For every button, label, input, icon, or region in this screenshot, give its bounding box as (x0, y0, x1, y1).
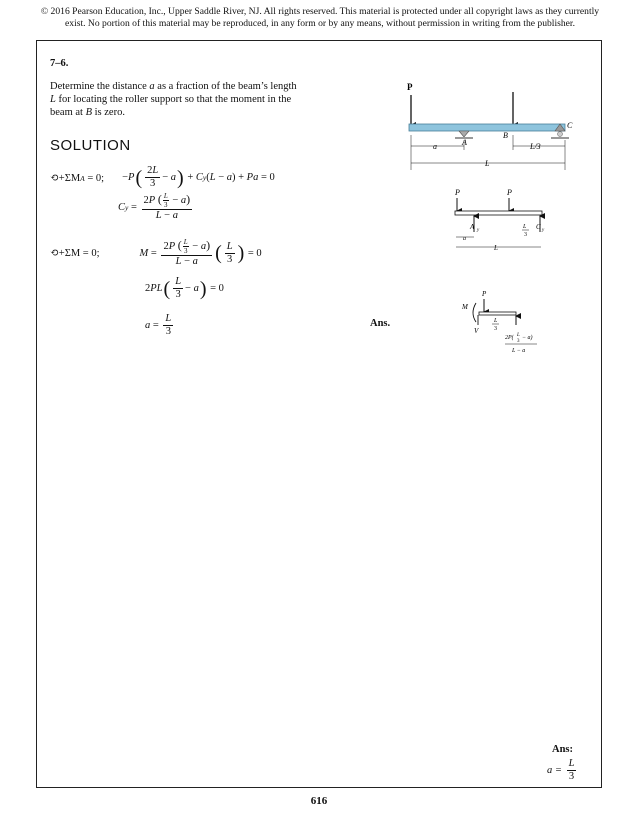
copyright-line-1: © 2016 Pearson Education, Inc., Upper Saddle River, NJ. All rights reserved. This material is protected under all copyright laws as they currently (40, 6, 600, 17)
free-body-diagram-section (461, 290, 537, 354)
equation-moment-b: ⟲+ΣM = 0; M = 2P ( $\frac{L}{3}$ − a) L − a ( $\frac{L}{3}$ ) = 0 (50, 237, 262, 267)
support-a (459, 131, 469, 137)
svg-text:a: a (463, 236, 466, 242)
svg-text:P: P (507, 188, 512, 197)
svg-text:L − a: L − a (512, 348, 526, 354)
solution-heading: SOLUTION (50, 137, 131, 154)
page-number: 616 (310, 795, 328, 807)
svg-text:L: L (523, 224, 527, 230)
svg-text:V: V (474, 327, 479, 335)
equation-simplified: 2PL ( $\frac{L}{3}$ − a ) = 0 (145, 276, 224, 300)
svg-text:L: L (494, 318, 498, 324)
label-c: C (567, 121, 573, 130)
final-answer-label: Ans: (552, 744, 574, 755)
equation-label: ⟲+ΣMA = 0; (50, 172, 105, 184)
free-body-diagram-beam (454, 188, 545, 252)
equation-label-2: ⟲+ΣM = 0; (50, 248, 100, 259)
svg-text:A: A (470, 223, 475, 231)
svg-text:2P(: 2P( (505, 335, 514, 341)
svg-text:− a): − a) (522, 335, 533, 341)
svg-text:P: P (455, 188, 460, 197)
equation-moment-a: ⟲+ΣMA = 0; −P ( $\frac{2L}{3}$ − a ) + Cy(L − a) + Pa = 0 (50, 165, 275, 189)
answer-label: Ans. (370, 318, 391, 329)
dim-a: a (433, 142, 437, 151)
label-b: B (503, 131, 508, 140)
load-p-label: P (407, 82, 413, 92)
svg-text:3: 3 (524, 232, 527, 238)
dim-l: L (485, 159, 490, 168)
svg-text:L: L (517, 333, 520, 338)
svg-text:M: M (462, 303, 468, 311)
equation-cy: Cy = 2P ( $\frac{L}{3}$ − a) L − a (118, 191, 191, 221)
dim-l3: L/3 (530, 142, 541, 151)
svg-text:3: 3 (494, 326, 497, 332)
fbd-beam (455, 211, 542, 215)
problem-number: 7–6. (50, 58, 69, 69)
beam (409, 124, 565, 131)
final-answer-equation: a = $\frac{L}{3}$ (547, 758, 575, 782)
copyright-line-2: exist. No portion of this material may be reproduced, in any form or by any means, without permission in writing from the publisher. (65, 18, 575, 29)
svg-text:y: y (477, 228, 480, 233)
svg-text:y: y (542, 228, 545, 233)
svg-text:P: P (482, 290, 487, 298)
problem-statement: Determine the distance a as a fraction of the beam’s length L for locating the roller support so that the moment in the beam at B is zero. (50, 81, 297, 118)
svg-text:3: 3 (517, 339, 520, 344)
svg-text:L: L (494, 244, 498, 252)
section-beam (479, 312, 516, 315)
equation-result: a = $\frac{L}{3}$ (145, 313, 172, 337)
label-a: A (462, 138, 467, 147)
svg-text:C: C (536, 223, 541, 231)
main-beam-diagram (407, 82, 573, 170)
